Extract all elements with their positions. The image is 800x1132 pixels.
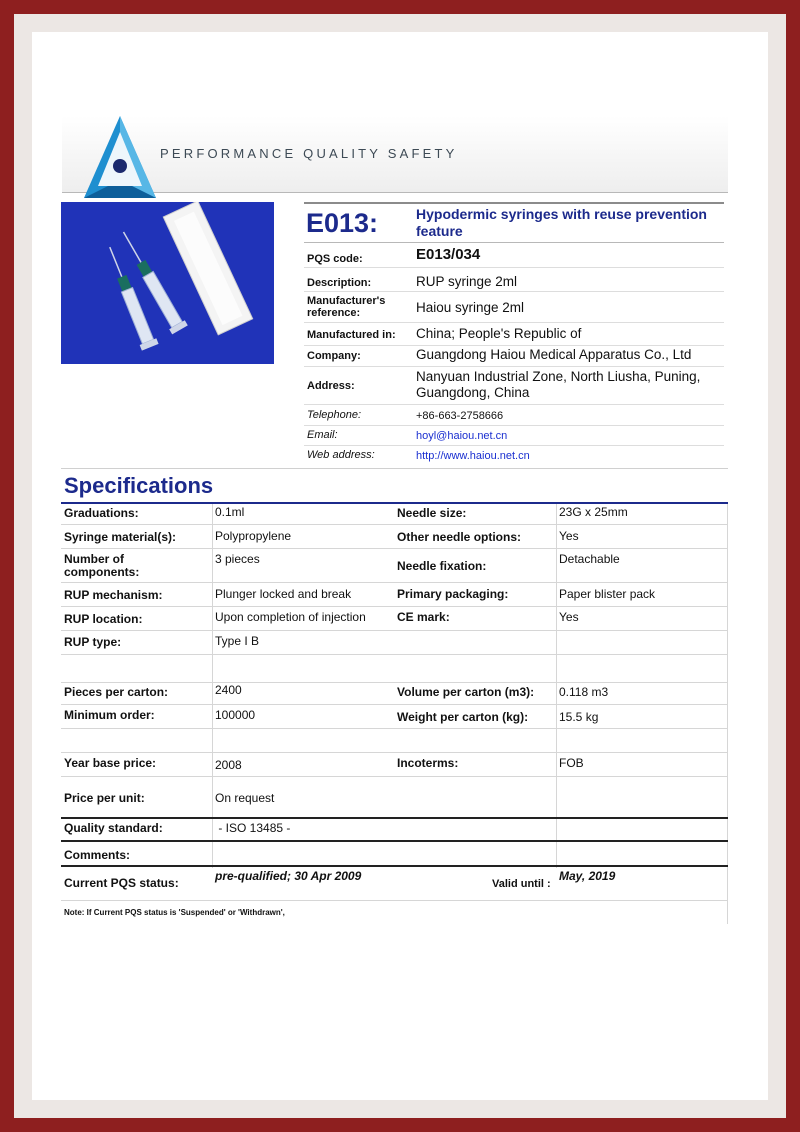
grid-hline — [61, 704, 728, 705]
grid-hline-dark — [61, 865, 728, 867]
description-value: RUP syringe 2ml — [416, 274, 518, 289]
syringe-material-label: Syringe material(s): — [64, 530, 177, 544]
minimum-order-label: Minimum order: — [64, 708, 155, 722]
grid-hline — [61, 582, 728, 583]
volume-per-carton-value: 0.118 m3 — [559, 685, 609, 699]
ce-mark-label: CE mark: — [397, 610, 450, 624]
telephone-value: +86-663-2758666 — [416, 410, 504, 422]
year-base-price-value: 2008 — [215, 758, 242, 772]
address-value: Nanyuan Industrial Zone, North Liusha, Puning, Guangdong, China — [416, 369, 701, 400]
product-title: Hypodermic syringes with reuse prevention feature — [416, 206, 707, 239]
valid-until-value: May, 2019 — [559, 869, 616, 883]
pqs-code-value: E013/034 — [416, 246, 481, 263]
info-separator — [304, 267, 724, 268]
info-separator — [304, 322, 724, 323]
info-separator — [304, 404, 724, 405]
pqs-status-label: Current PQS status: — [64, 876, 179, 890]
grid-hline-dark — [61, 817, 728, 819]
components-value: 3 pieces — [215, 552, 260, 566]
email-link[interactable]: hoyl@haiou.net.cn — [416, 430, 508, 442]
grid-hline — [61, 776, 728, 777]
primary-packaging-value: Paper blister pack — [559, 587, 656, 601]
info-separator — [304, 445, 724, 446]
ce-mark-value: Yes — [559, 610, 579, 624]
pieces-per-carton-label: Pieces per carton: — [64, 685, 169, 699]
product-code: E013: — [306, 208, 379, 238]
grid-hline — [61, 524, 728, 525]
status-note: Note: If Current PQS status is 'Suspended' or 'Withdrawn', — [64, 908, 285, 917]
incoterms-label: Incoterms: — [397, 756, 459, 770]
grid-vline — [727, 504, 728, 924]
product-photo — [61, 202, 274, 364]
rup-location-value: Upon completion of injection — [215, 610, 366, 624]
grid-hline — [61, 728, 728, 729]
description-label: Description: — [307, 277, 372, 289]
grid-hline-dark — [61, 840, 728, 842]
spec-top-rule — [61, 468, 728, 469]
other-needle-value: Yes — [559, 529, 579, 543]
grid-hline — [61, 900, 728, 901]
syringe-material-value: Polypropylene — [215, 529, 292, 543]
weight-per-carton-label: Weight per carton (kg): — [397, 710, 529, 724]
datasheet-page — [32, 32, 768, 1100]
valid-until-label: Valid until : — [492, 878, 551, 890]
needle-fixation-label: Needle fixation: — [397, 559, 487, 573]
rup-location-label: RUP location: — [64, 612, 143, 626]
volume-per-carton-label: Volume per carton (m3): — [397, 685, 535, 699]
telephone-label: Telephone: — [307, 409, 362, 421]
manufactured-in-value: China; People's Republic of — [416, 326, 582, 341]
grid-hline — [61, 654, 728, 655]
quality-standard-value: - ISO 13485 - — [215, 821, 291, 835]
company-value: Guangdong Haiou Medical Apparatus Co., Ltd — [416, 347, 692, 362]
grid-hline — [61, 630, 728, 631]
pqs-logo-icon — [80, 110, 160, 204]
grid-vline — [556, 504, 557, 868]
web-address-label: Web address: — [307, 449, 375, 461]
grid-hline — [61, 548, 728, 549]
manufacturer-ref-label: Manufacturer's reference: — [307, 295, 386, 319]
info-separator — [304, 291, 724, 292]
email-label: Email: — [307, 429, 338, 441]
manufactured-in-label: Manufactured in: — [307, 329, 396, 341]
web-address-link[interactable]: http://www.haiou.net.cn — [416, 450, 530, 462]
rup-mechanism-label: RUP mechanism: — [64, 588, 163, 602]
rup-type-label: RUP type: — [64, 635, 122, 649]
rup-type-value: Type I B — [215, 634, 260, 648]
product-photo-image — [61, 202, 274, 364]
info-separator — [304, 366, 724, 367]
graduations-label: Graduations: — [64, 506, 139, 520]
components-label: Number of components: — [64, 552, 140, 579]
pqs-status-value: pre-qualified; 30 Apr 2009 — [215, 869, 362, 883]
needle-size-value: 23G x 25mm — [559, 505, 628, 519]
title-separator — [304, 242, 724, 243]
graduations-value: 0.1ml — [215, 505, 245, 519]
incoterms-value: FOB — [559, 756, 584, 770]
title-rule — [304, 202, 724, 204]
needle-fixation-value: Detachable — [559, 552, 620, 566]
info-separator — [304, 425, 724, 426]
rup-mechanism-value: Plunger locked and break — [215, 587, 352, 601]
pqs-code-label: PQS code: — [307, 253, 363, 265]
grid-hline — [61, 606, 728, 607]
weight-per-carton-value: 15.5 kg — [559, 710, 599, 724]
price-per-unit-label: Price per unit: — [64, 791, 145, 805]
header-tagline: PERFORMANCE QUALITY SAFETY — [160, 146, 458, 161]
grid-hline — [61, 752, 728, 753]
quality-standard-label: Quality standard: — [64, 821, 163, 835]
minimum-order-value: 100000 — [215, 708, 256, 722]
year-base-price-label: Year base price: — [64, 756, 157, 770]
company-label: Company: — [307, 350, 361, 362]
specifications-rule — [61, 502, 728, 504]
price-per-unit-value: On request — [215, 791, 275, 805]
address-label: Address: — [307, 380, 355, 392]
specifications-heading: Specifications — [64, 473, 214, 498]
manufacturer-ref-value: Haiou syringe 2ml — [416, 300, 525, 315]
info-separator — [304, 345, 724, 346]
other-needle-label: Other needle options: — [397, 530, 522, 544]
comments-label: Comments: — [64, 848, 131, 862]
pieces-per-carton-value: 2400 — [215, 683, 242, 697]
primary-packaging-label: Primary packaging: — [397, 587, 509, 601]
grid-hline — [61, 682, 728, 683]
needle-size-label: Needle size: — [397, 506, 467, 520]
